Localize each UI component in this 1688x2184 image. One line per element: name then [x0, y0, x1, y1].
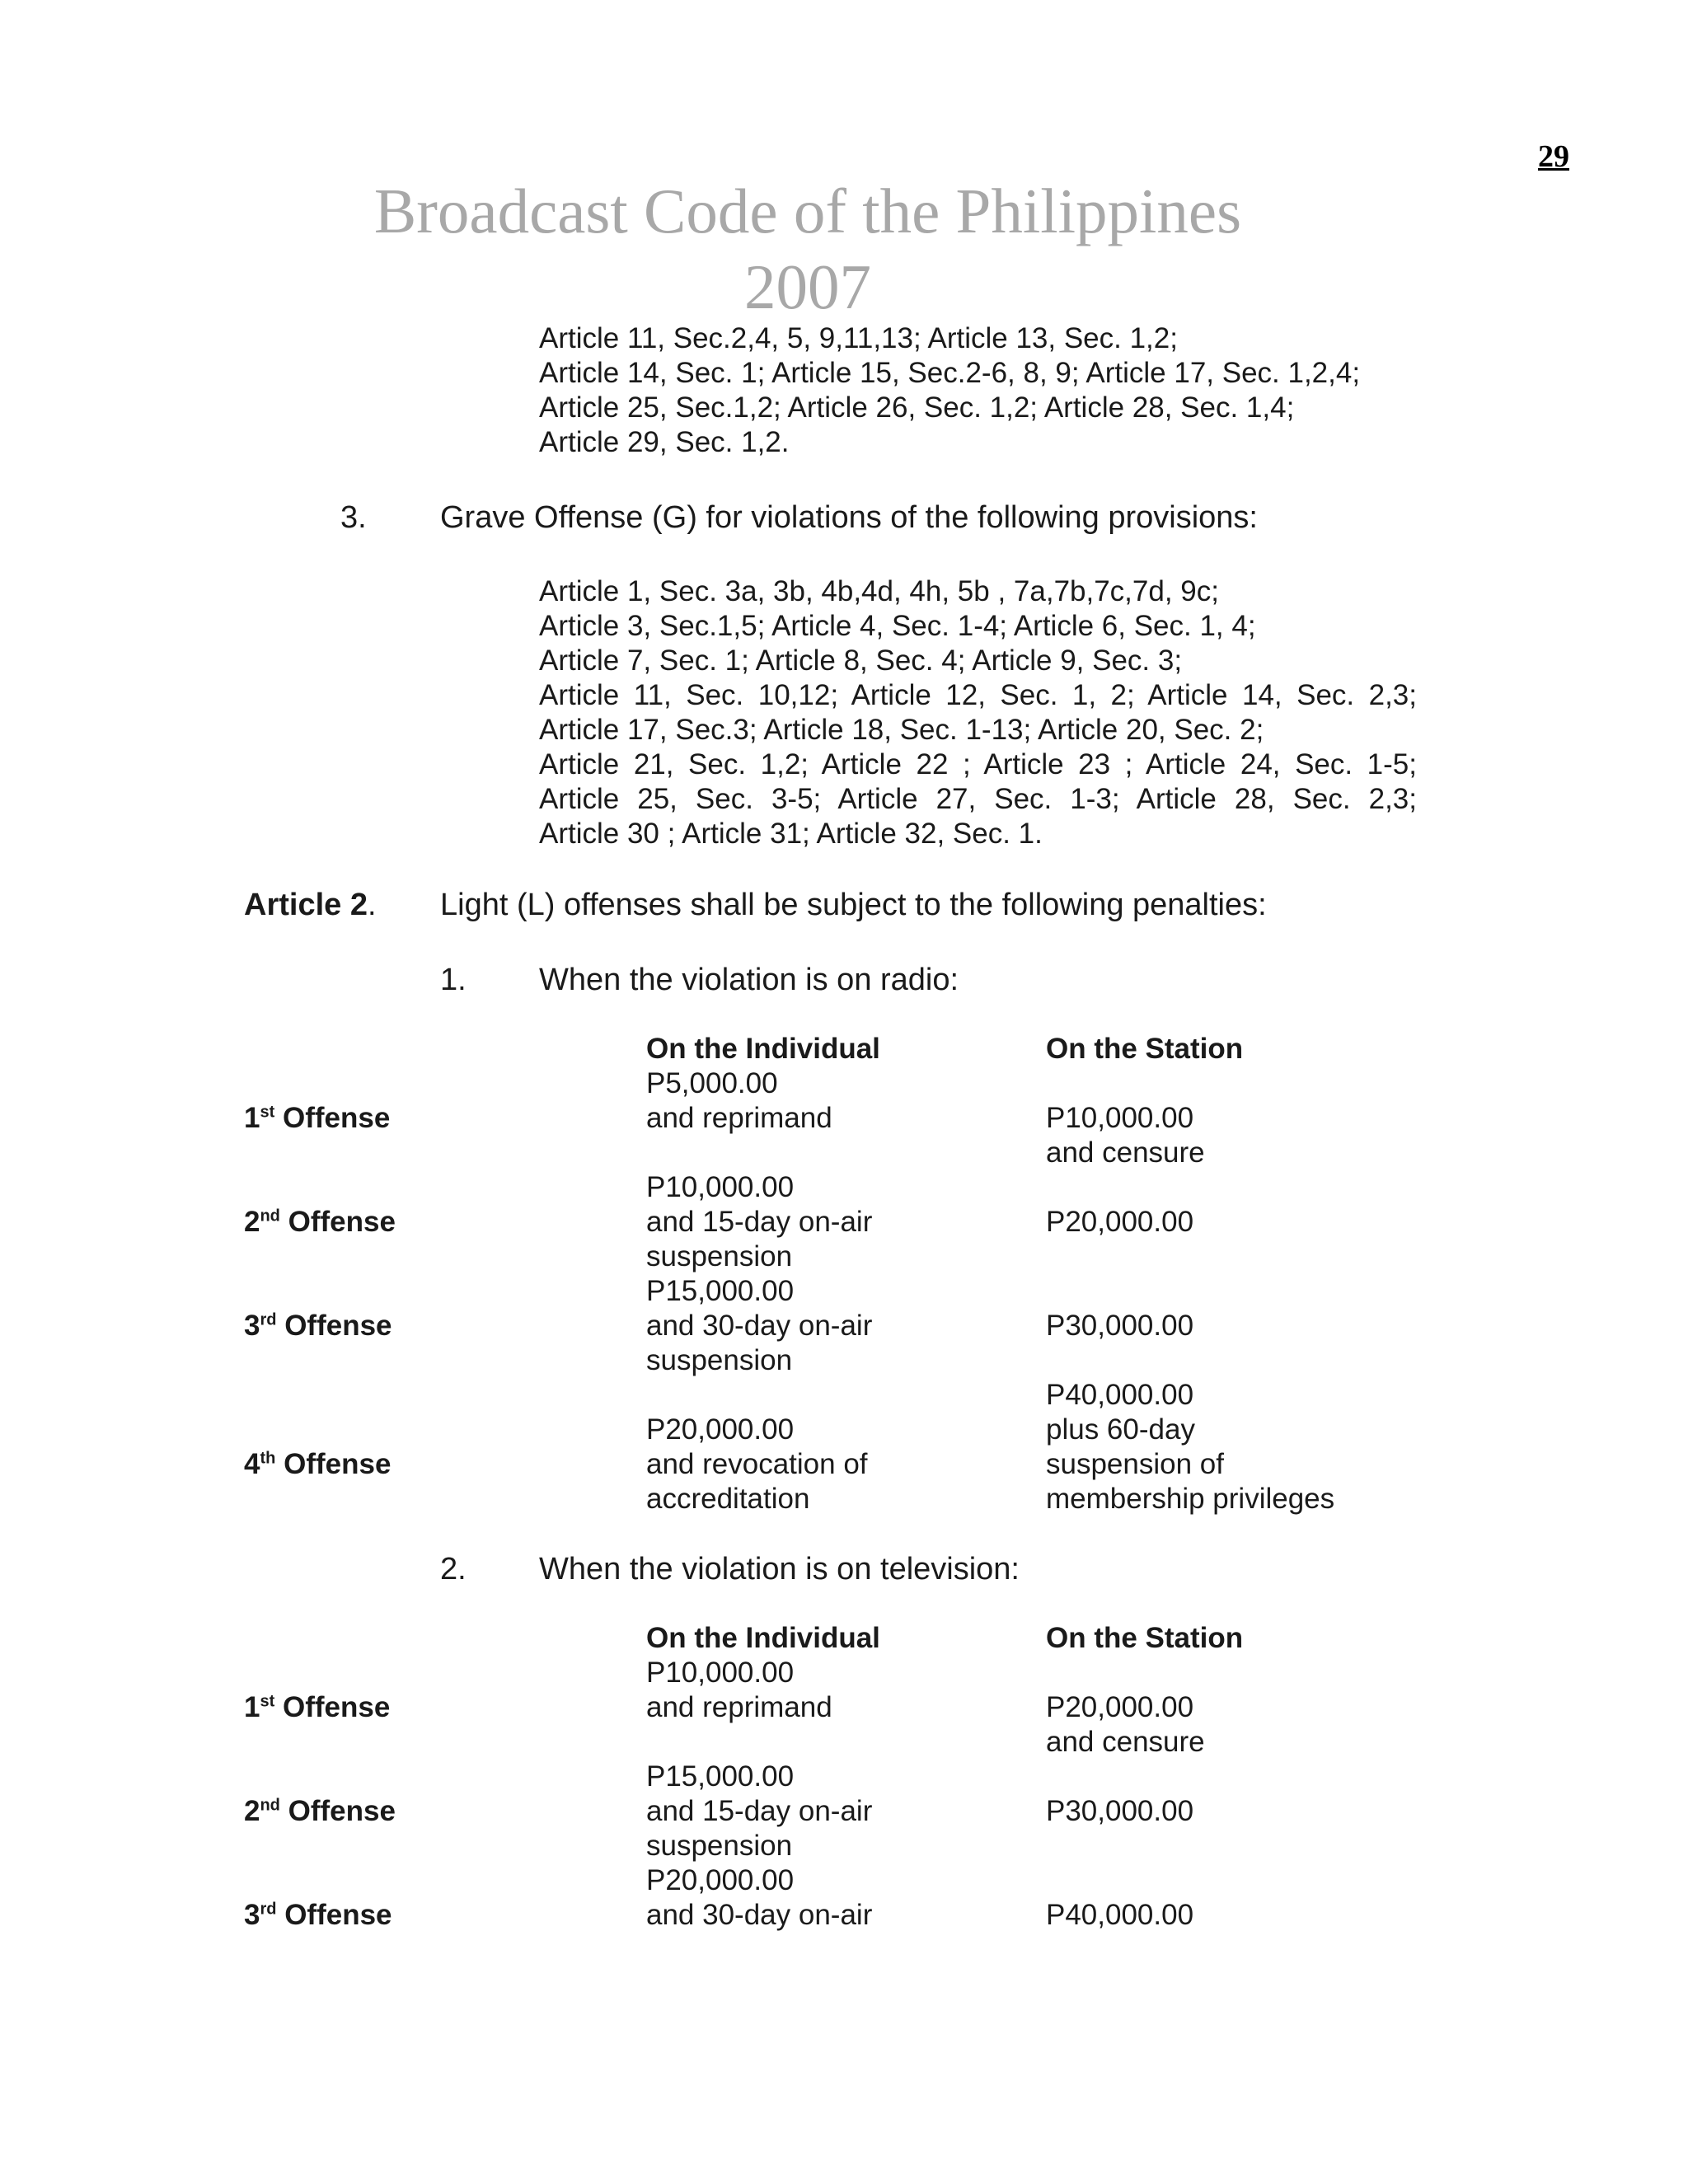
tv-offense-3-label: 3rd Offense [244, 1899, 392, 1931]
continued-provisions-line: Article 29, Sec. 1,2. [539, 426, 790, 458]
radio-offense-1-station: P10,000.00 [1046, 1102, 1194, 1134]
radio-offense-4-individual: and revocation of [646, 1448, 868, 1480]
radio-col-station: On the Station [1046, 1033, 1244, 1065]
tv-offense-2-individual: P15,000.00 [646, 1760, 795, 1793]
television-title: When the violation is on television: [539, 1552, 1020, 1586]
tv-offense-3-station: P40,000.00 [1046, 1899, 1194, 1931]
tv-offense-2-station: P30,000.00 [1046, 1795, 1194, 1827]
article-2-heading [244, 888, 377, 922]
grave-provisions-line: Article 30 ; Article 31; Article 32, Sec. 1. [539, 818, 1043, 850]
tv-offense-1-individual: and reprimand [646, 1691, 832, 1723]
radio-offense-4-individual: accreditation [646, 1483, 810, 1515]
item-3-text: Grave Offense (G) for violations of the following provisions: [440, 500, 1258, 535]
radio-offense-4-station: suspension of [1046, 1448, 1224, 1480]
tv-offense-2-individual: suspension [646, 1830, 793, 1862]
tv-offense-1-station: P20,000.00 [1046, 1691, 1194, 1723]
grave-provisions-line: Article 3, Sec.1,5; Article 4, Sec. 1-4; Article 6, Sec. 1, 4; [539, 610, 1256, 642]
article-2-label: Article 2 [244, 888, 368, 922]
continued-provisions-line: Article 14, Sec. 1; Article 15, Sec.2-6, 8, 9; Article 17, Sec. 1,2,4; [539, 357, 1361, 389]
item-3-number: 3. [340, 500, 367, 535]
radio-offense-3-individual: suspension [646, 1344, 793, 1376]
radio-number: 1. [440, 963, 467, 997]
grave-provisions-line: Article 11, Sec. 10,12; Article 12, Sec. 1, 2; Article 14, Sec. 2,3; [539, 679, 1417, 711]
grave-provisions-line: Article 17, Sec.3; Article 18, Sec. 1-13; Article 20, Sec. 2; [539, 714, 1264, 746]
radio-title: When the violation is on radio: [539, 963, 959, 997]
tv-offense-2-label: 2nd Offense [244, 1795, 396, 1827]
tv-offense-3-individual: P20,000.00 [646, 1864, 795, 1896]
radio-offense-2-station: P20,000.00 [1046, 1206, 1194, 1238]
radio-offense-2-individual: suspension [646, 1240, 793, 1272]
tv-col-individual: On the Individual [646, 1622, 880, 1654]
radio-offense-4-station: membership privileges [1046, 1483, 1335, 1515]
radio-offense-4-individual: P20,000.00 [646, 1413, 795, 1446]
radio-offense-4-label: 4th Offense [244, 1448, 392, 1480]
radio-offense-3-station: P30,000.00 [1046, 1310, 1194, 1342]
tv-offense-3-individual: and 30-day on-air [646, 1899, 873, 1931]
continued-provisions-line: Article 11, Sec.2,4, 5, 9,11,13; Article 13, Sec. 1,2; [539, 322, 1178, 354]
radio-offense-1-label: 1st Offense [244, 1102, 391, 1134]
radio-offense-2-label: 2nd Offense [244, 1206, 396, 1238]
radio-offense-2-individual: and 15-day on-air [646, 1206, 873, 1238]
tv-offense-2-individual: and 15-day on-air [646, 1795, 873, 1827]
radio-col-individual: On the Individual [646, 1033, 880, 1065]
tv-offense-1-individual: P10,000.00 [646, 1657, 795, 1689]
grave-provisions-line: Article 1, Sec. 3a, 3b, 4b,4d, 4h, 5b , 7a,7b,7c,7d, 9c; [539, 575, 1219, 607]
radio-offense-1-individual: and reprimand [646, 1102, 832, 1134]
watermark-year: 2007 [744, 251, 871, 322]
grave-provisions-line: Article 7, Sec. 1; Article 8, Sec. 4; Article 9, Sec. 3; [539, 644, 1183, 677]
radio-offense-1-station: and censure [1046, 1137, 1205, 1169]
radio-offense-4-station: P40,000.00 [1046, 1379, 1194, 1411]
radio-offense-3-individual: P15,000.00 [646, 1275, 795, 1307]
radio-offense-4-station: plus 60-day [1046, 1413, 1195, 1446]
tv-col-station: On the Station [1046, 1622, 1244, 1654]
page-number: 29 [1538, 139, 1569, 174]
radio-offense-2-individual: P10,000.00 [646, 1171, 795, 1203]
tv-offense-1-label: 1st Offense [244, 1691, 391, 1723]
continued-provisions-line: Article 25, Sec.1,2; Article 26, Sec. 1,2; Article 28, Sec. 1,4; [539, 391, 1295, 424]
radio-offense-1-individual: P5,000.00 [646, 1067, 778, 1099]
article-2-text: Light (L) offenses shall be subject to the following penalties: [440, 888, 1267, 922]
tv-offense-1-station: and censure [1046, 1726, 1205, 1758]
radio-offense-3-label: 3rd Offense [244, 1310, 392, 1342]
grave-provisions-line: Article 21, Sec. 1,2; Article 22 ; Article 23 ; Article 24, Sec. 1-5; [539, 748, 1417, 780]
grave-provisions-line: Article 25, Sec. 3-5; Article 27, Sec. 1-3; Article 28, Sec. 2,3; [539, 783, 1417, 815]
watermark-title: Broadcast Code of the Philippines [373, 176, 1242, 246]
television-number: 2. [440, 1552, 467, 1586]
radio-offense-3-individual: and 30-day on-air [646, 1310, 873, 1342]
article-2-label-suffix: . [367, 888, 377, 922]
